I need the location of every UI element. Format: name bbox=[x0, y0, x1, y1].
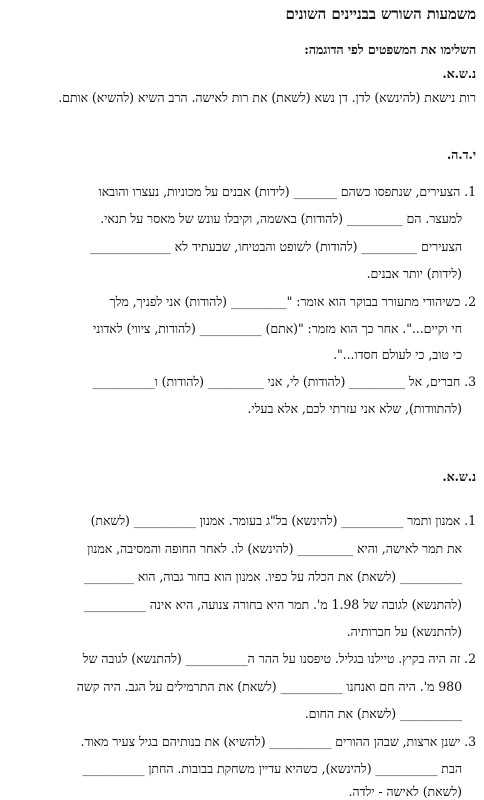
nsa-line: הבת __________ (להינשא), כשהיא עדיין משחקת בבובות. החתן __________ bbox=[82, 761, 462, 776]
instruction: השלימו את המשפטים לפי הדוגמה: bbox=[304, 42, 476, 57]
nsa-line: 3. ישנן ארצות, שבהן ההורים __________ (להשיא) את בנותיהם בגיל צעיר מאוד. bbox=[80, 734, 476, 749]
nsa-line: 980 מ'. היה חם ואנחנו __________ (לשאת) את התרמילים על הגב. היה קשה bbox=[76, 679, 462, 694]
nsa-line: __________ (לשאת) את החום. bbox=[304, 706, 462, 721]
yda-line: 2. כשיהודי מתעורר בבוקר הוא אומר: "_________ (להודות) אני לפניך, מלך bbox=[109, 294, 476, 309]
root-heading-nsa: נ.ש.א. bbox=[442, 469, 476, 484]
yda-line: 1. הצעירים, שנתפסו כשהם _______ (לידות) אבנים על מכוניות, נעצרו והובאו bbox=[98, 184, 476, 199]
root-heading-nsa-example: נ.ש.א. bbox=[442, 66, 476, 81]
nsa-line: 2. זה היה בקיץ. טיילנו בגליל. טיפסנו על ההר ה__________ (להתנשא) לגובה של bbox=[82, 651, 476, 666]
root-heading-yda: י.ד.ה. bbox=[446, 147, 476, 162]
nsa-line: את תמר לאישה, והיא _________ (להינשא) לו. לאחר החופה והמסיבה, אמנון bbox=[87, 541, 462, 556]
yda-line: חי וקיים...". אחר כך הוא מזמר: "(אתם) __________ (להודות, ציווי) לאדוני bbox=[93, 321, 462, 336]
example-sentence: רות נישאת (להינשא) לדן. דן נשא (לשאת) את רות לאישה. הרב השיא (להשיא) אותם. bbox=[58, 90, 476, 105]
yda-line: למעצר. הם _________ (להודות) באשמה, וקיבלו עונש של מאסר על תנאי. bbox=[100, 211, 462, 226]
nsa-line: 1. אמנון ותמר __________ (להינשא) בל"ג בעומר. אמנון __________ (לשאת) bbox=[90, 513, 476, 528]
page-title: משמעות השורש בבניינים השונים bbox=[285, 6, 476, 22]
nsa-line: __________ (לשאת) את הכלה על כפיו. אמנון הוא בחור גבוה, הוא ________ bbox=[84, 569, 462, 584]
nsa-line: (לשאת) לאישה - ילדה. bbox=[348, 784, 462, 799]
nsa-line: (להתנשא) לגובה של 1.98 מ'. תמר היא בחורה צנועה, היא אינה __________ bbox=[83, 597, 462, 612]
yda-line: 3. חברים, אל _________ (להודות) לי, אני _________ (להודות) ו__________ bbox=[92, 374, 476, 389]
yda-line: (להתוודות), שלא אני עזרתי לכם, אלא בעלי. bbox=[247, 401, 462, 416]
nsa-line: (להתנשא) על חברותיה. bbox=[346, 624, 462, 639]
yda-line: (לידות) יותר אבנים. bbox=[366, 266, 462, 281]
yda-line: הצעירים _________ (להודות) לשופט והבטיחו, שבעתיד לא _____________ bbox=[90, 239, 462, 254]
yda-line: כי טוב, כי לעולם חסדו...". bbox=[333, 347, 462, 362]
